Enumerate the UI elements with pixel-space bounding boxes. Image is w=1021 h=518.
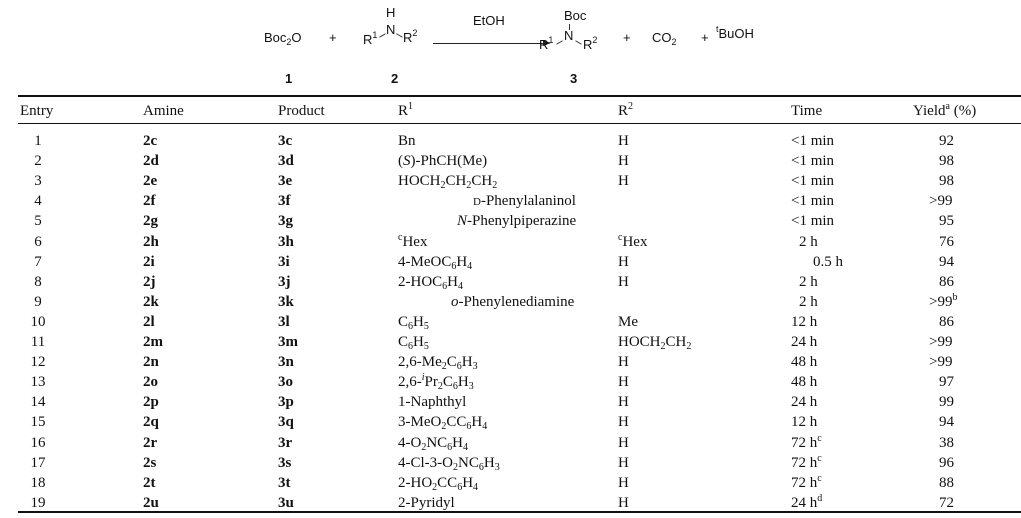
bond-line — [556, 40, 563, 44]
table-row — [18, 131, 1021, 151]
cell-yield: 95 — [939, 213, 954, 230]
cell-yield: 99 — [939, 394, 954, 411]
cell-entry: 6 — [34, 233, 42, 250]
cell-time: 2 h — [799, 293, 818, 310]
table-row — [18, 473, 1021, 493]
cell-product: 3j — [278, 273, 291, 290]
header-yield: Yield$^a$ (%) — [913, 101, 977, 119]
cell-amine: 2s — [143, 454, 157, 471]
cell-yield: 98 — [939, 153, 954, 170]
cell-yield: 94 — [939, 414, 954, 431]
product-n-atom: N — [564, 28, 574, 43]
cell-product: 3t — [278, 474, 291, 491]
byproduct-tbuoh: $^t$BuOH — [716, 24, 754, 41]
cell-time: 2 h — [799, 233, 818, 250]
amine-r2: $R^2$ — [403, 28, 418, 45]
cell-yield: 92 — [939, 133, 954, 149]
cell-r2: H — [618, 414, 629, 431]
cell-r2: H — [618, 153, 629, 170]
cell-r1: $4-Cl-3-O_2NC_6H_3$ — [398, 454, 500, 473]
cell-amine: 2t — [143, 474, 156, 491]
cell-r1: $2-HO_2CC_6H_4$ — [398, 474, 479, 493]
cell-r2: $HOCH_2CH_2$ — [618, 334, 692, 352]
product-r1: $R^1$ — [539, 35, 554, 52]
cell-product: 3s — [278, 454, 292, 471]
table-row — [18, 332, 1021, 352]
cell-amine: 2m — [143, 334, 163, 350]
cell-amine: 2l — [143, 313, 155, 330]
cell-r2: H — [618, 474, 629, 491]
cell-time: 2 h — [799, 273, 818, 290]
compound-number-3: 3 — [570, 71, 578, 86]
cell-time: 24 $h^d$ — [791, 492, 823, 511]
byproduct-co2: $CO_2$ — [652, 30, 677, 47]
cell-r1: $C_6H_5$ — [398, 334, 429, 352]
cell-r1: 1-Naphthyl — [398, 394, 467, 411]
amine-n-atom: N — [386, 22, 396, 37]
cell-amine: 2i — [143, 253, 155, 270]
reaction-arrow — [433, 43, 545, 44]
product-r2: $R^2$ — [583, 35, 598, 52]
bond-line — [575, 40, 582, 44]
plus-sign: + — [701, 30, 709, 45]
table-row — [18, 453, 1021, 473]
table-row — [18, 312, 1021, 332]
cell-entry: 8 — [34, 273, 42, 290]
cell-r2: H — [618, 354, 629, 371]
cell-amine: 2q — [143, 414, 159, 431]
arrow-condition: EtOH — [473, 13, 505, 28]
cell-r1: $C_6H_5$ — [398, 313, 429, 332]
table-row — [18, 272, 1021, 292]
cell-time: 0.5 h — [813, 253, 843, 270]
cell-time: <1 min — [791, 173, 835, 190]
table-row — [18, 191, 1021, 211]
table-header-row — [18, 101, 1021, 121]
table-row — [18, 292, 1021, 312]
cell-amine: 2p — [143, 394, 159, 411]
cell-product: 3e — [278, 173, 293, 190]
cell-time: 48 h — [791, 374, 818, 391]
cell-time: 72 $h^c$ — [791, 452, 822, 471]
cell-time: 72 $h^c$ — [791, 432, 822, 451]
cell-time: 24 h — [791, 334, 818, 350]
cell-yield: >99 — [929, 354, 953, 371]
cell-time: 12 h — [791, 313, 818, 330]
cell-r2: H — [618, 173, 629, 190]
cell-r2: H — [618, 394, 629, 411]
cell-entry: 5 — [34, 213, 42, 230]
bond-line — [379, 33, 386, 37]
cell-amine: 2j — [143, 273, 156, 290]
bond-line — [396, 33, 403, 37]
table-row — [18, 252, 1021, 272]
table-row — [18, 493, 1021, 513]
cell-entry: 19 — [30, 494, 46, 511]
cell-r1-r2-combined: o-Phenylenediamine — [451, 293, 575, 310]
cell-r1: $3-MeO_2CC_6H_4$ — [398, 414, 488, 433]
cell-time: <1 min — [791, 213, 835, 230]
table-row — [18, 412, 1021, 432]
table-row — [18, 372, 1021, 392]
cell-entry: 2 — [34, 153, 42, 170]
cell-amine: 2h — [143, 233, 159, 250]
cell-product: 3q — [278, 414, 294, 431]
cell-r1: $HOCH_2CH_2CH_2$ — [398, 173, 498, 192]
cell-amine: 2r — [143, 434, 158, 451]
cell-entry: 3 — [34, 173, 42, 190]
cell-r1: (S)-PhCH(Me) — [398, 153, 488, 170]
cell-product: 3g — [278, 213, 293, 230]
cell-amine: 2f — [143, 193, 156, 210]
cell-amine: 2u — [143, 494, 159, 511]
cell-time: <1 min — [791, 153, 835, 170]
cell-r2: H — [618, 434, 629, 451]
cell-r1: $2-HOC_6H_4$ — [398, 273, 464, 292]
cell-entry: 12 — [30, 354, 46, 371]
cell-yield: $>99^b$ — [929, 291, 958, 310]
cell-yield: 98 — [939, 173, 954, 190]
table-row — [18, 392, 1021, 412]
cell-yield: >99 — [929, 193, 953, 210]
cell-yield: 72 — [939, 494, 954, 511]
cell-r1: $2,6-Me_2C_6H_3$ — [398, 354, 478, 373]
plus-sign: + — [623, 30, 631, 45]
compound-number-2: 2 — [391, 71, 399, 86]
cell-r2: $^c$Hex — [618, 231, 648, 250]
cell-entry: 7 — [34, 253, 42, 270]
cell-r2: Me — [618, 313, 638, 330]
cell-amine: 2d — [143, 153, 159, 170]
cell-product: 3h — [278, 233, 294, 250]
reaction-scheme — [0, 0, 1021, 92]
cell-entry: 17 — [30, 454, 46, 471]
cell-product: 3k — [278, 293, 294, 310]
table-row — [18, 211, 1021, 231]
cell-r1: Bn — [398, 133, 416, 149]
compound-number-1: 1 — [285, 71, 293, 86]
top-rule — [18, 95, 1021, 97]
cell-product: 3i — [278, 253, 290, 270]
cell-r1: 2-Pyridyl — [398, 494, 455, 511]
cell-product: 3o — [278, 374, 293, 391]
cell-product: 3f — [278, 193, 291, 210]
cell-yield: 88 — [939, 474, 954, 491]
cell-r1: $2,6-^iPr_2C_6H_3$ — [398, 372, 474, 393]
cell-r2: H — [618, 494, 629, 511]
cell-yield: 94 — [939, 253, 954, 270]
cell-r1: $4-MeOC_6H_4$ — [398, 253, 473, 272]
cell-yield: 86 — [939, 273, 954, 290]
cell-time: 24 h — [791, 394, 818, 411]
cell-amine: 2e — [143, 173, 158, 190]
header-r2: $R^2$ — [618, 101, 634, 119]
cell-r1-r2-combined: N-Phenylpiperazine — [457, 213, 577, 230]
cell-entry: 10 — [30, 313, 46, 330]
table-row — [18, 352, 1021, 372]
cell-yield: 86 — [939, 313, 954, 330]
cell-entry: 13 — [30, 374, 46, 391]
header-r1: $R^1$ — [398, 101, 414, 119]
cell-product: 3u — [278, 494, 294, 511]
cell-amine: 2k — [143, 293, 159, 310]
cell-r2: H — [618, 374, 629, 391]
table-row — [18, 151, 1021, 171]
bottom-rule — [18, 511, 1021, 513]
cell-product: 3d — [278, 153, 294, 170]
cell-r1: $^c$Hex — [398, 231, 428, 250]
cell-amine: 2n — [143, 354, 159, 371]
cell-r2: H — [618, 133, 629, 149]
cell-entry: 1 — [34, 133, 42, 149]
cell-r1: $4-O_2NC_6H_4$ — [398, 434, 469, 453]
cell-yield: >99 — [929, 334, 953, 350]
cell-product: 3l — [278, 313, 290, 330]
cell-time: 12 h — [791, 414, 818, 431]
cell-time: <1 min — [791, 193, 835, 210]
table-row — [18, 232, 1021, 252]
amine-h-atom: H — [386, 5, 396, 20]
header-entry: Entry — [20, 103, 54, 119]
cell-amine: 2g — [143, 213, 158, 230]
cell-amine: 2c — [143, 133, 158, 149]
cell-r1-r2-combined: d-Phenylalaninol — [473, 193, 576, 210]
table-row — [18, 433, 1021, 453]
cell-yield: 97 — [939, 374, 954, 391]
cell-yield: 96 — [939, 454, 954, 471]
header-rule — [18, 123, 1021, 124]
cell-r2: H — [618, 273, 629, 290]
cell-product: 3p — [278, 394, 294, 411]
amine-r1: $R^1$ — [363, 30, 378, 47]
cell-entry: 16 — [30, 434, 46, 451]
cell-product: 3n — [278, 354, 294, 371]
cell-r2: H — [618, 454, 629, 471]
cell-r2: H — [618, 253, 629, 270]
header-product: Product — [278, 103, 325, 119]
cell-entry: 9 — [34, 293, 42, 310]
cell-time: 48 h — [791, 354, 818, 371]
cell-product: 3m — [278, 334, 298, 350]
cell-time: 72 $h^c$ — [791, 472, 822, 491]
cell-entry: 18 — [30, 474, 46, 491]
header-time: Time — [791, 103, 823, 119]
reagent-boc2o: Boc$_2$O — [264, 30, 302, 47]
cell-yield: 38 — [939, 434, 954, 451]
cell-entry: 11 — [30, 334, 46, 350]
cell-entry: 14 — [30, 394, 46, 411]
product-boc: Boc — [564, 8, 587, 23]
plus-sign: + — [329, 30, 337, 45]
cell-product: 3r — [278, 434, 293, 451]
cell-amine: 2o — [143, 374, 158, 391]
cell-yield: 76 — [939, 233, 954, 250]
table-row — [18, 171, 1021, 191]
cell-time: <1 min — [791, 133, 835, 149]
cell-entry: 15 — [30, 414, 46, 431]
cell-entry: 4 — [34, 193, 42, 210]
cell-product: 3c — [278, 133, 293, 149]
header-amine: Amine — [143, 103, 184, 119]
